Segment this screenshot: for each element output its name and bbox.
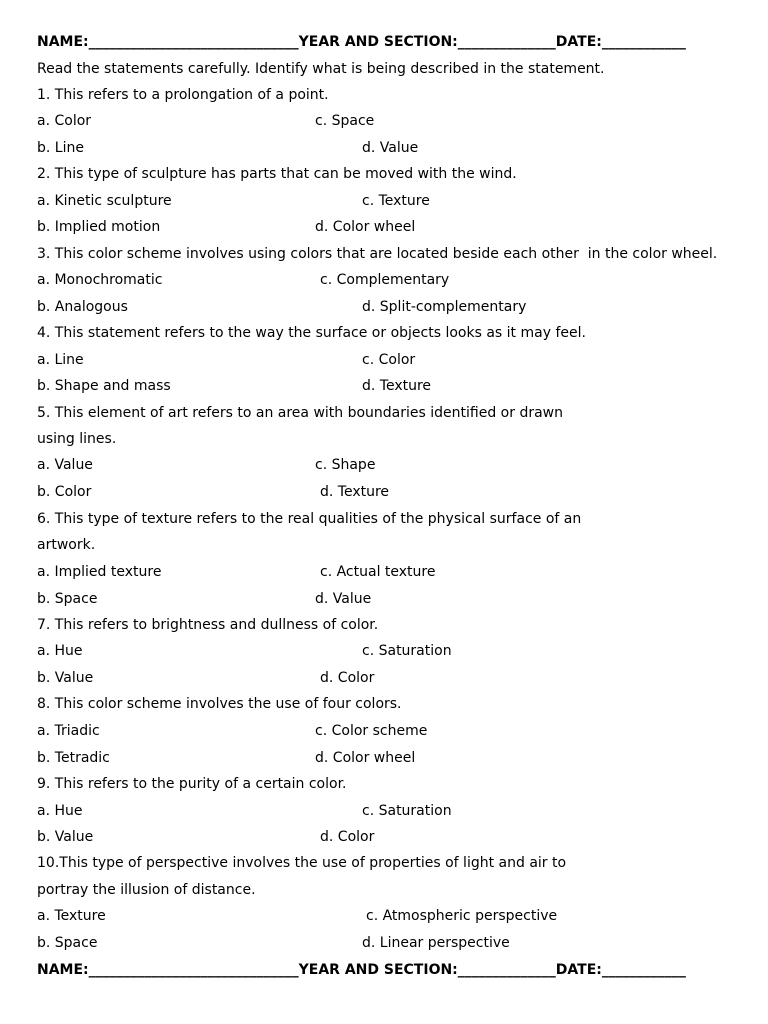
q9-option-d: d. Color (320, 829, 375, 845)
q2-option-b: b. Implied motion (37, 219, 161, 235)
q3-option-a: a. Monochromatic (37, 272, 163, 288)
q7-option-a: a. Hue (37, 643, 83, 659)
question-10-line-1: 10.This type of perspective involves the use of properties of light and air to (37, 855, 567, 871)
q8-option-d: d. Color wheel (315, 750, 416, 766)
q10-option-b: b. Space (37, 935, 98, 951)
question-10-line-2: portray the illusion of distance. (37, 882, 256, 898)
q8-option-a: a. Triadic (37, 723, 100, 739)
question-8: 8. This color scheme involves the use of four colors. (37, 696, 402, 712)
q4-option-b: b. Shape and mass (37, 378, 171, 394)
q2-option-a: a. Kinetic sculpture (37, 193, 172, 209)
question-7: 7. This refers to brightness and dullness of color. (37, 617, 379, 633)
q6-option-a: a. Implied texture (37, 564, 162, 580)
instructions: Read the statements carefully. Identify what is being described in the statement. (37, 61, 605, 77)
q5-option-c: c. Shape (315, 457, 376, 473)
question-3: 3. This color scheme involves using colors that are located beside each other in the color wheel. (37, 246, 718, 262)
q9-option-c: c. Saturation (362, 803, 452, 819)
q3-option-d: d. Split-complementary (362, 299, 527, 315)
q4-option-a: a. Line (37, 352, 84, 368)
question-1: 1. This refers to a prolongation of a point. (37, 87, 329, 103)
q4-option-c: c. Color (362, 352, 416, 368)
q1-option-c: c. Space (315, 113, 375, 129)
question-4: 4. This statement refers to the way the surface or objects looks as it may feel. (37, 325, 586, 341)
q2-option-d: d. Color wheel (315, 219, 416, 235)
q9-option-a: a. Hue (37, 803, 83, 819)
q1-option-b: b. Line (37, 140, 84, 156)
question-5-line-1: 5. This element of art refers to an area with boundaries identified or drawn (37, 405, 563, 421)
q7-option-c: c. Saturation (362, 643, 452, 659)
q10-option-a: a. Texture (37, 908, 106, 924)
question-5-line-2: using lines. (37, 431, 117, 447)
q10-option-d: d. Linear perspective (362, 935, 510, 951)
q4-option-d: d. Texture (362, 378, 432, 394)
q8-option-c: c. Color scheme (315, 723, 428, 739)
q6-option-d: d. Value (315, 591, 372, 607)
q8-option-b: b. Tetradic (37, 750, 110, 766)
footer-fields: NAME:______________________________YEAR AND SECTION:______________DATE:____________ (37, 962, 686, 978)
q7-option-d: d. Color (320, 670, 375, 686)
q5-option-b: b. Color (37, 484, 92, 500)
question-9: 9. This refers to the purity of a certain color. (37, 776, 347, 792)
q1-option-a: a. Color (37, 113, 92, 129)
q1-option-d: d. Value (362, 140, 419, 156)
q5-option-a: a. Value (37, 457, 93, 473)
question-6-line-2: artwork. (37, 537, 96, 553)
q5-option-d: d. Texture (320, 484, 390, 500)
question-2: 2. This type of sculpture has parts that can be moved with the wind. (37, 166, 517, 182)
q9-option-b: b. Value (37, 829, 94, 845)
q7-option-b: b. Value (37, 670, 94, 686)
q10-option-c: c. Atmospheric perspective (366, 908, 558, 924)
q3-option-b: b. Analogous (37, 299, 128, 315)
question-6-line-1: 6. This type of texture refers to the real qualities of the physical surface of an (37, 511, 582, 527)
q6-option-b: b. Space (37, 591, 98, 607)
q6-option-c: c. Actual texture (320, 564, 436, 580)
q2-option-c: c. Texture (362, 193, 430, 209)
q3-option-c: c. Complementary (320, 272, 450, 288)
header-fields: NAME:______________________________YEAR AND SECTION:______________DATE:____________ (37, 34, 686, 50)
